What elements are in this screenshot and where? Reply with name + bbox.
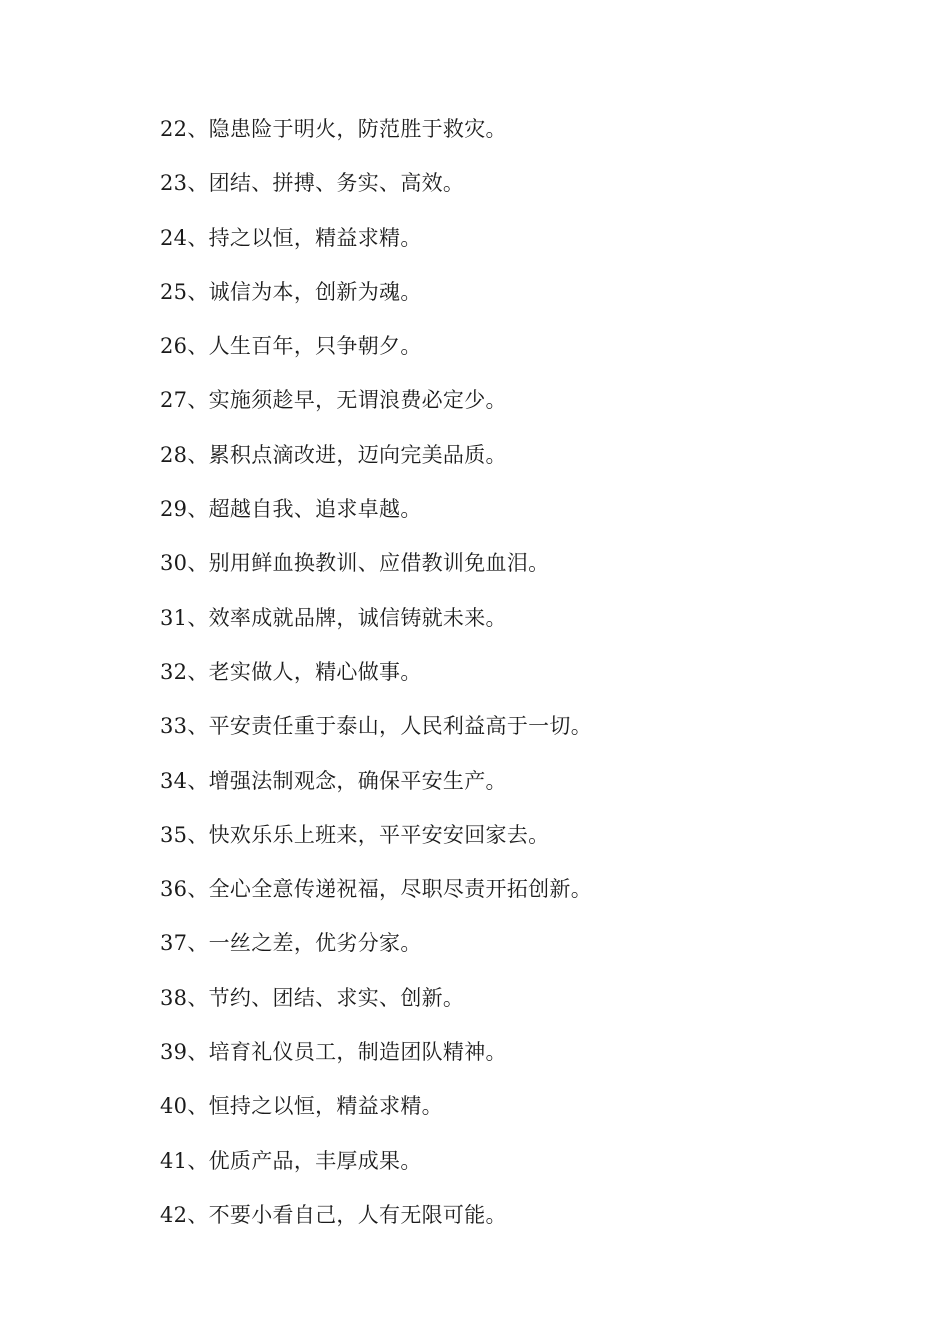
slogan-28: 28、累积点滴改进，迈向完美品质。 <box>160 442 507 467</box>
slogan-32: 32、老实做人，精心做事。 <box>160 659 422 684</box>
slogan-22: 22、隐患险于明火，防范胜于救灾。 <box>160 117 507 141</box>
slogan-39: 39、培育礼仪员工，制造团队精神。 <box>160 1040 507 1065</box>
slogan-33: 33、平安责任重于泰山，人民利益高于一切。 <box>160 714 593 739</box>
slogan-38: 38、节约、团结、求实、创新。 <box>160 985 465 1010</box>
slogan-27: 27、实施须趁早，无谓浪费必定少。 <box>160 388 507 413</box>
slogan-35: 35、快欢乐乐上班来，平平安安回家去。 <box>160 822 550 847</box>
slogan-37: 37、一丝之差，优劣分家。 <box>160 931 422 956</box>
slogan-25: 25、诚信为本，创新为魂。 <box>160 279 422 304</box>
slogan-31: 31、效率成就品牌，诚信铸就未来。 <box>160 605 507 630</box>
slogan-34: 34、增强法制观念，确保平安生产。 <box>160 768 507 793</box>
slogan-40: 40、恒持之以恒，精益求精。 <box>160 1094 443 1119</box>
slogan-41: 41、优质产品，丰厚成果。 <box>160 1148 422 1173</box>
slogan-list <box>160 112 592 1252</box>
slogan-24: 24、持之以恒，精益求精。 <box>160 225 422 250</box>
slogan-23: 23、团结、拼搏、务实、高效。 <box>160 171 465 196</box>
slogan-30: 30、别用鲜血换教训、应借教训免血泪。 <box>160 551 550 576</box>
slogan-29: 29、超越自我、追求卓越。 <box>160 497 422 522</box>
slogan-36: 36、全心全意传递祝福，尽职尽责开拓创新。 <box>160 877 593 902</box>
slogan-26: 26、人生百年，只争朝夕。 <box>160 334 422 359</box>
slogan-42: 42、不要小看自己，人有无限可能。 <box>160 1202 507 1227</box>
